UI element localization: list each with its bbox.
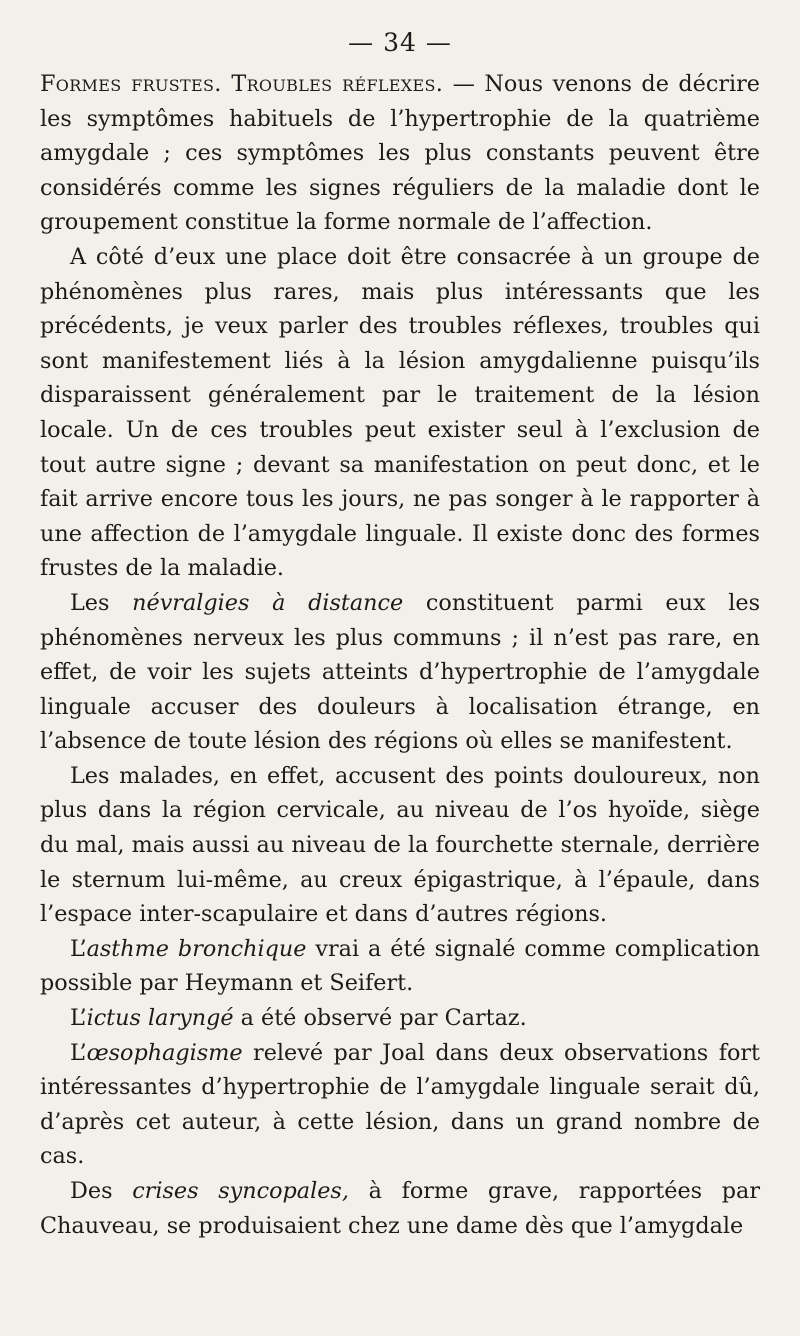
paragraph-7 [40, 1036, 760, 1174]
paragraph-lead: Les [70, 589, 133, 616]
paragraph-text: à forme grave, rapportées par Chauveau, se produisaient chez une dame dès que l’amygdale [40, 1178, 760, 1239]
paragraph-1 [40, 67, 760, 240]
paragraph-text: relevé par Joal dans deux observations fort intéressantes d’hypertrophie de l’amygdale linguale serait dû, d’après cet auteur, à cette lésion, dans un grand nombre de cas. [40, 1039, 760, 1170]
paragraph-text: constituent parmi eux les phénomènes nerveux les plus communs ; il n’est pas rare, en effet, de voir les sujets atteints d’hypertrophie de l’amygdale linguale accuser des douleurs à localisation étrange, en l’absence de toute lésion des régions où elles se manifestent. [40, 589, 761, 755]
paragraph-lead: L’ [70, 1039, 87, 1066]
emphasis-term: crises syncopales, [132, 1178, 349, 1204]
body-text [40, 67, 760, 1243]
paragraph-6 [40, 1001, 760, 1036]
emphasis-term: névralgies à distance [132, 589, 404, 616]
page-number: — 34 — [348, 28, 452, 57]
paragraph-2 [40, 240, 760, 586]
paragraph-4 [40, 759, 760, 932]
paragraph-text: A côté d’eux une place doit être consacrée à un groupe de phénomènes plus rares, mais plus intéressants que les précédents, je veux parler des troubles réflexes, troubles qui sont manifestement liés à la lésion amygdalienne puisqu’ils disparaissent généralement par le traitement de la lésion locale. Un de ces troubles peut exister seul à l’exclusion de tout autre signe ; devant sa manifestation on peut donc, et le fait arrive encore tous les jours, ne pas songer à le rapporter à une affection de l’amygdale linguale. Il existe donc des formes frustes de la maladie. [40, 243, 760, 582]
paragraph-lead: L’ [70, 935, 87, 962]
paragraph-lead: L’ [70, 1005, 87, 1032]
paragraph-text: Les malades, en effet, accusent des points douloureux, non plus dans la région cervicale, au niveau de l’os hyoïde, siège du mal, mais aussi au niveau de la fourchette sternale, derrière le sternum lui-même, au creux épigastrique, à l’épaule, dans l’espace inter-scapulaire et dans d’autres régions. [40, 762, 760, 928]
section-heading: Formes frustes. Troubles réflexes. [40, 71, 444, 97]
paragraph-lead: Des [70, 1178, 133, 1204]
paragraph-text: a été observé par Cartaz. [233, 1005, 527, 1032]
page [40, 28, 760, 1243]
paragraph-text: — Nous venons de décrire les symptômes habituels de l’hypertrophie de la quatrième amygdale ; ces symptômes les plus constants peuvent être considérés comme les signes réguliers de la maladie dont le groupement constitue la forme normale de l’affection. [40, 71, 760, 236]
paragraph-8 [40, 1174, 760, 1243]
paragraph-5 [40, 932, 760, 1001]
paragraph-text: vrai a été signalé comme complication possible par Heymann et Seifert. [40, 935, 761, 997]
emphasis-term: œsophagisme [86, 1039, 243, 1066]
paragraph-3 [40, 586, 760, 759]
emphasis-term: asthme bronchique [86, 935, 307, 962]
emphasis-term: ictus laryngé [86, 1005, 234, 1032]
